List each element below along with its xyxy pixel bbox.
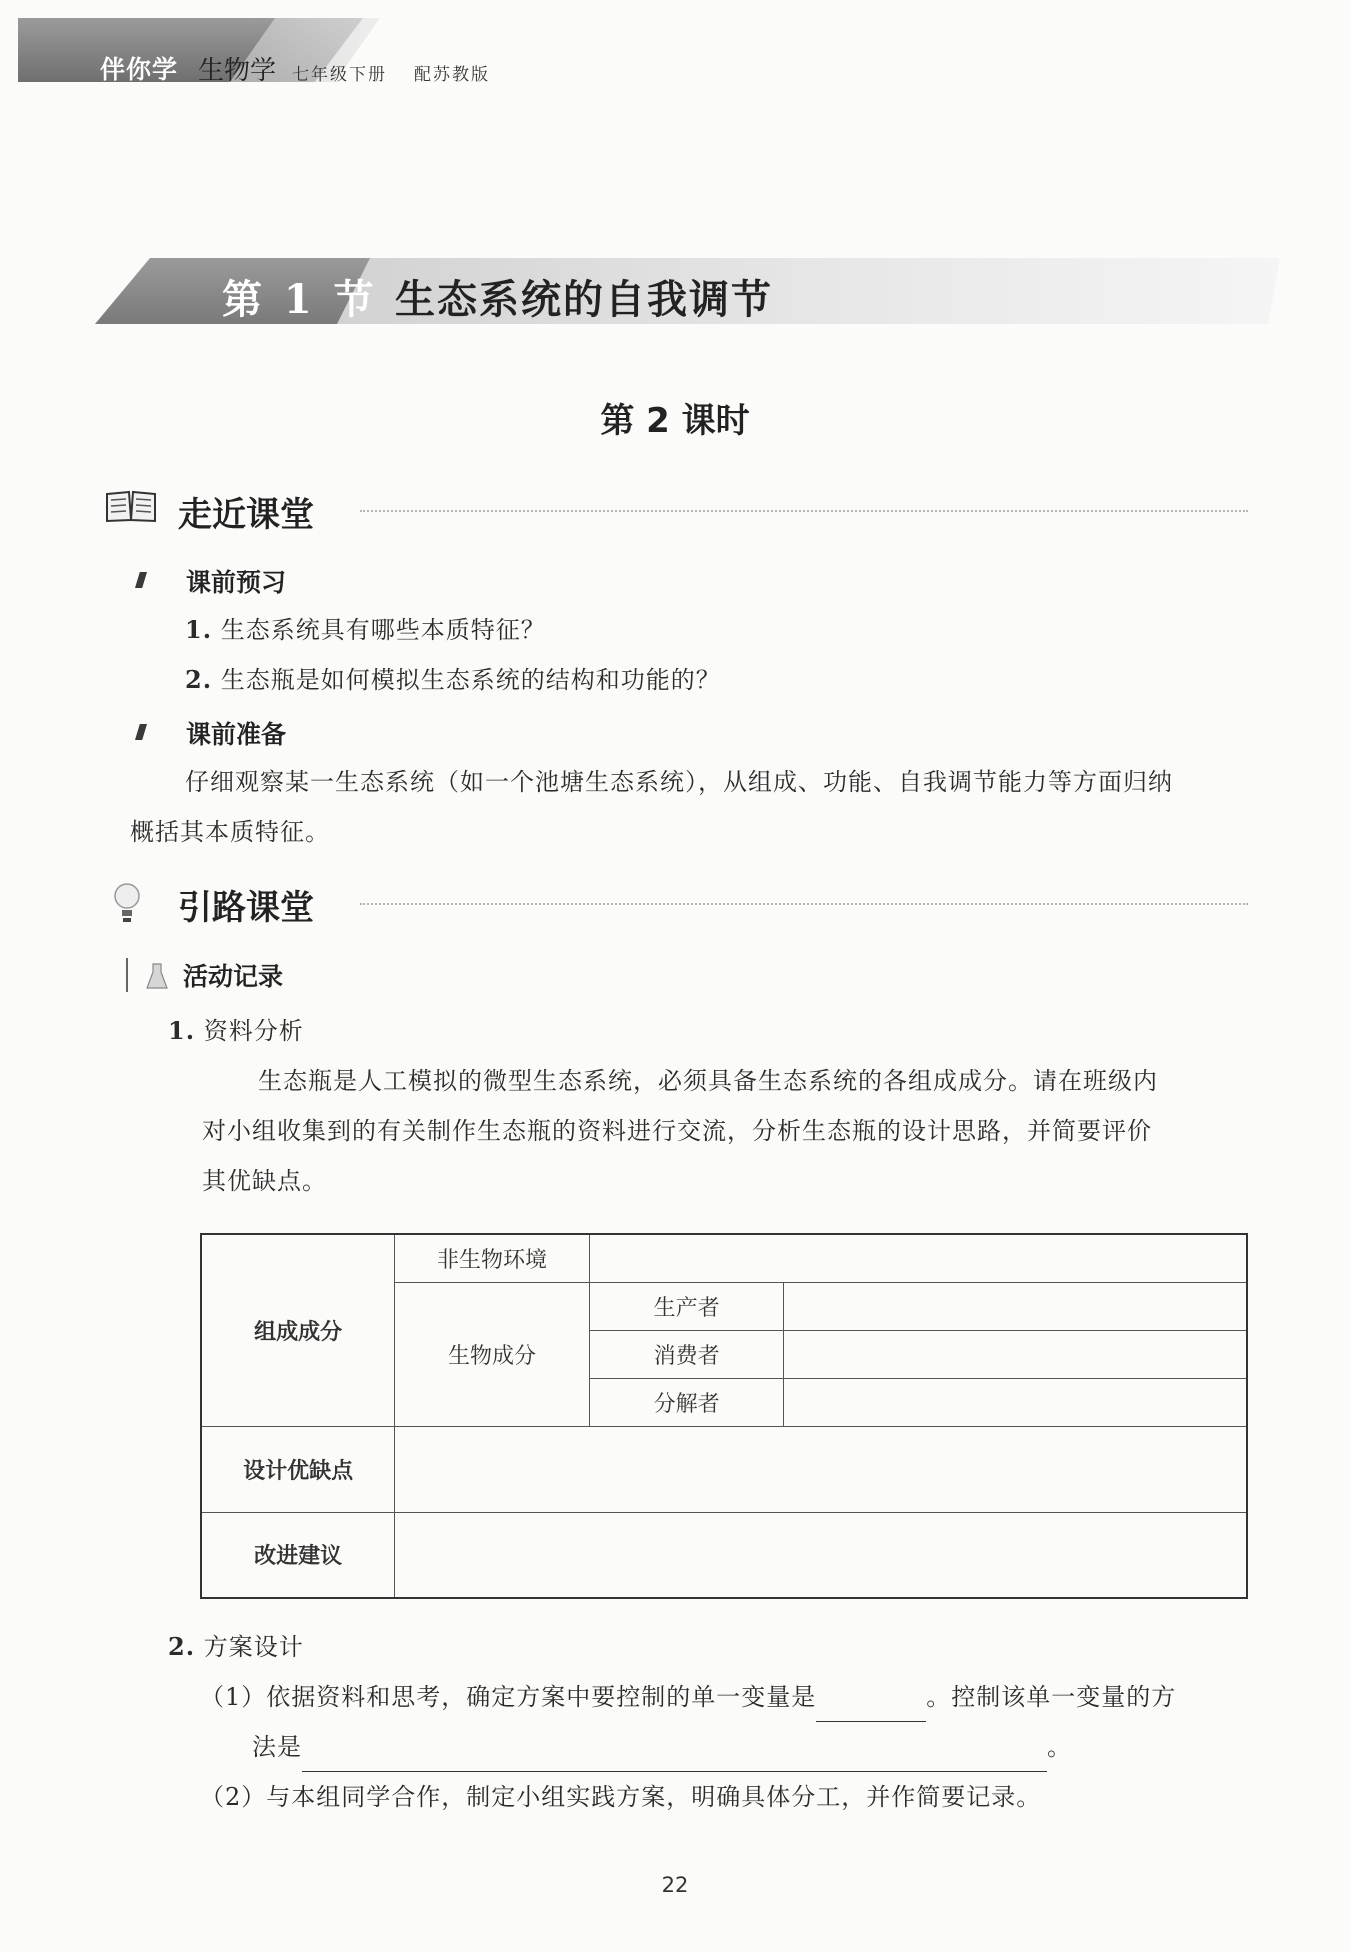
prep-text-line-1: 仔细观察某一生态系统（如一个池塘生态系统），从组成、功能、自我调节能力等方面归纳	[185, 768, 1173, 796]
book-grade: 七年级下册	[292, 65, 387, 85]
module-divider	[360, 903, 1248, 905]
module-title-yinlu: 引路课堂	[178, 888, 314, 928]
item1-text-line-2: 对小组收集到的有关制作生态瓶的资料进行交流，分析生态瓶的设计思路，并简要评价	[202, 1117, 1152, 1145]
preview-question-1: 1. 生态系统具有哪些本质特征？	[185, 615, 546, 644]
section-number: 第 1 节	[222, 276, 378, 323]
table-label-biotic: 生物成分	[395, 1282, 590, 1426]
module-divider	[360, 510, 1248, 512]
item2-title: 2. 方案设计	[168, 1632, 304, 1661]
section-title: 生态系统的自我调节	[395, 277, 773, 323]
lesson-title: 第 2 课时	[600, 401, 750, 441]
table-label-suggestion: 改进建议	[201, 1512, 395, 1598]
open-book-icon	[105, 488, 157, 524]
prep-heading: 课前准备	[186, 720, 287, 749]
table-answer-producer[interactable]	[784, 1282, 1247, 1330]
answer-blank-method[interactable]	[302, 1741, 1047, 1772]
table-label-composition: 组成成分	[201, 1234, 395, 1426]
item1-text-line-3: 其优缺点。	[202, 1167, 327, 1195]
item2-part1-line1: （1）依据资料和思考，确定方案中要控制的单一变量是 。控制该单一变量的方	[200, 1672, 1176, 1722]
module-title-zoujin: 走近课堂	[178, 495, 314, 535]
table-answer-decomposer[interactable]	[784, 1378, 1247, 1426]
table-answer-pros-cons[interactable]	[395, 1426, 1247, 1512]
table-label-pros-cons: 设计优缺点	[201, 1426, 395, 1512]
book-edition: 配苏教版	[414, 65, 490, 85]
activity-bar	[126, 958, 128, 992]
lightbulb-icon	[112, 880, 142, 926]
table-answer-abiotic[interactable]	[589, 1234, 1247, 1282]
preview-question-2: 2. 生态瓶是如何模拟生态系统的结构和功能的？	[185, 665, 721, 694]
table-answer-suggestion[interactable]	[395, 1512, 1247, 1598]
page-number: 22	[661, 1873, 689, 1897]
flask-icon	[146, 962, 168, 990]
ecosystem-bottle-table	[200, 1233, 1248, 1599]
item2-part1-line2: 法是 。	[252, 1722, 1072, 1772]
activity-heading: 活动记录	[183, 962, 284, 991]
table-answer-consumer[interactable]	[784, 1330, 1247, 1378]
table-label-abiotic: 非生物环境	[395, 1234, 590, 1282]
book-brand: 伴你学	[100, 55, 179, 84]
item1-text-line-1: 生态瓶是人工模拟的微型生态系统，必须具备生态系统的各组成成分。请在班级内	[258, 1067, 1158, 1095]
book-subject: 生物学	[198, 56, 277, 86]
answer-blank-variable[interactable]	[816, 1691, 926, 1722]
item1-title: 1. 资料分析	[168, 1016, 304, 1045]
prep-text-line-2: 概括其本质特征。	[130, 818, 330, 846]
table-label-decomposer: 分解者	[589, 1378, 784, 1426]
slash-bullet-icon	[135, 572, 147, 588]
slash-bullet-icon	[135, 724, 147, 740]
table-label-producer: 生产者	[589, 1282, 784, 1330]
table-label-consumer: 消费者	[589, 1330, 784, 1378]
item2-part2: （2）与本组同学合作，制定小组实践方案，明确具体分工，并作简要记录。	[200, 1783, 1042, 1811]
preview-heading: 课前预习	[186, 568, 287, 597]
